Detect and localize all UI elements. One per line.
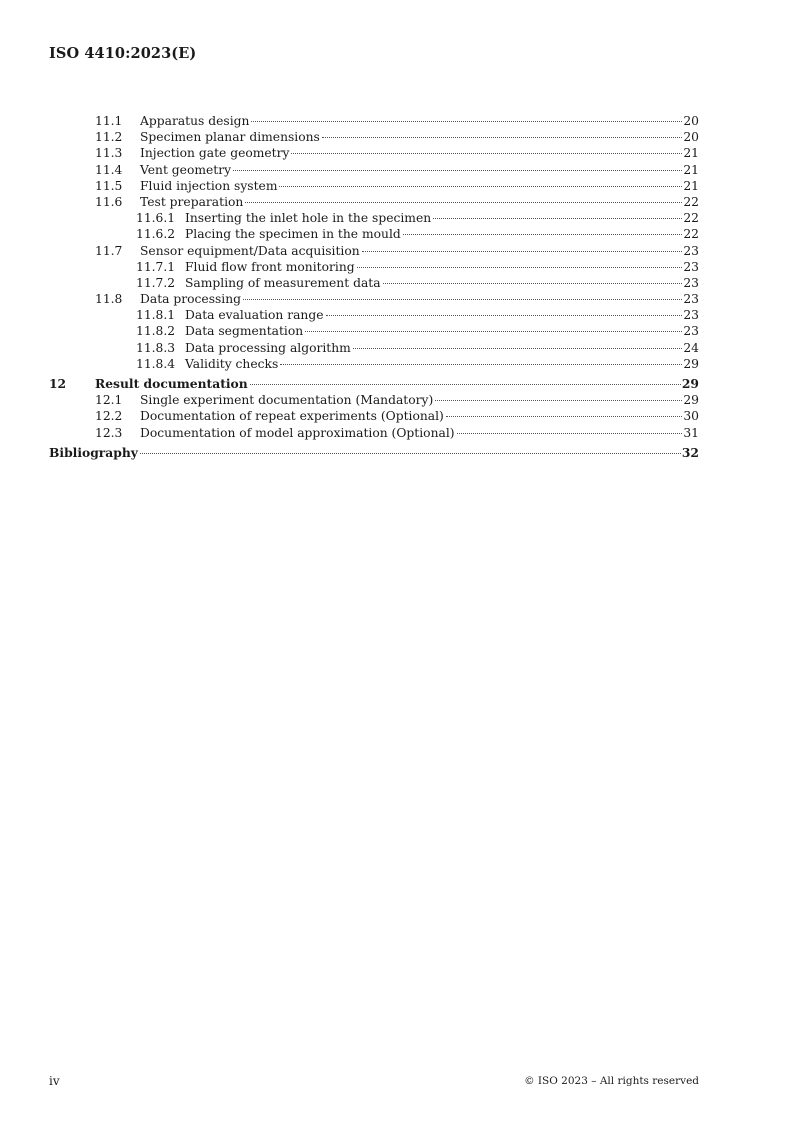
toc-entry[interactable]	[49, 307, 699, 323]
toc-entry-title: Data processing algorithm	[185, 340, 351, 355]
toc-entry-page: 21	[683, 162, 699, 177]
dot-leader	[357, 267, 683, 268]
toc-entry-title: Fluid injection system	[140, 178, 278, 193]
toc-entry-number: 11.8	[95, 292, 123, 307]
toc-entry-page: 23	[683, 292, 699, 307]
toc-entry-title: Documentation of model approximation (Optional)	[140, 425, 455, 440]
toc-entry-page: 23	[683, 308, 699, 323]
dot-leader	[322, 137, 682, 138]
toc-entry-number: 12.3	[95, 425, 123, 440]
dot-leader	[403, 234, 683, 235]
toc-entry[interactable]	[49, 226, 699, 242]
toc-entry[interactable]	[49, 113, 699, 129]
toc-entry-number: 11.3	[95, 146, 123, 161]
dot-leader	[435, 400, 682, 401]
copyright-notice: © ISO 2023 – All rights reserved	[524, 1075, 699, 1087]
toc-entry[interactable]	[49, 243, 699, 259]
dot-leader	[243, 299, 682, 300]
toc-entry-number: 12.1	[95, 393, 123, 408]
toc-entry[interactable]	[49, 194, 699, 210]
toc-entry[interactable]	[49, 275, 699, 291]
toc-entry[interactable]	[49, 178, 699, 194]
toc-entry-title: Inserting the inlet hole in the specimen	[185, 211, 432, 226]
toc-entry[interactable]	[49, 259, 699, 275]
document-header: ISO 4410:2023(E)	[49, 45, 197, 62]
toc-entry-number: 11.2	[95, 130, 123, 145]
dot-leader	[353, 348, 683, 349]
toc-entry-number: 11.1	[95, 114, 123, 128]
toc-entry-page: 23	[683, 275, 699, 290]
dot-leader	[280, 364, 682, 365]
dot-leader	[433, 218, 682, 219]
dot-leader	[457, 433, 683, 434]
toc-entry-title: Test preparation	[140, 194, 244, 209]
toc-entry-title: Injection gate geometry	[140, 146, 290, 161]
dot-leader	[140, 453, 681, 454]
toc-entry-number: 11.7.1	[136, 259, 176, 274]
toc-entry[interactable]	[49, 291, 699, 307]
dot-leader	[251, 121, 682, 122]
toc-entry-page: 22	[683, 194, 699, 209]
toc-entry-page: 31	[683, 425, 699, 440]
toc-entry-page: 30	[683, 409, 699, 424]
toc-entry-page: 20	[683, 114, 699, 128]
toc-entry-title: Data segmentation	[185, 324, 304, 339]
toc-entry-number: 11.7.2	[136, 275, 176, 290]
toc-entry-number: 11.6	[95, 194, 123, 209]
toc-entry-title: Validity checks	[185, 356, 279, 371]
dot-leader	[233, 170, 682, 171]
toc-entry-title: Fluid flow front monitoring	[185, 259, 355, 274]
toc-entry[interactable]	[49, 129, 699, 145]
toc-entry[interactable]	[49, 425, 699, 441]
dot-leader	[291, 153, 682, 154]
toc-entry-number: 11.8.3	[136, 340, 176, 355]
toc-entry[interactable]	[49, 145, 699, 161]
toc-entry-number: 11.6.1	[136, 211, 176, 226]
toc-entry-page: 22	[683, 211, 699, 226]
toc-entry-title: Bibliography	[49, 444, 138, 460]
toc-entry-number: 11.7	[95, 243, 123, 258]
toc-entry-page: 23	[683, 259, 699, 274]
toc-entry-page: 23	[683, 324, 699, 339]
toc-entry[interactable]	[49, 376, 699, 392]
toc-entry-page: 23	[683, 243, 699, 258]
toc-entry[interactable]	[49, 162, 699, 178]
dot-leader	[245, 202, 682, 203]
toc-entry[interactable]	[49, 445, 699, 461]
dot-leader	[446, 416, 682, 417]
toc-entry[interactable]	[49, 356, 699, 372]
toc-entry-title: Result documentation	[95, 376, 248, 391]
toc-entry-title: Documentation of repeat experiments (Optional)	[140, 409, 444, 424]
toc-entry-number: 11.4	[95, 162, 123, 177]
toc-entry-number: 11.5	[95, 178, 123, 193]
dot-leader	[250, 384, 681, 385]
toc-entry-title: Apparatus design	[140, 114, 250, 128]
toc-entry-number: 11.8.4	[136, 356, 176, 371]
toc-entry-title: Sensor equipment/Data acquisition	[140, 243, 360, 258]
toc-entry-page: 21	[683, 178, 699, 193]
toc-entry-title: Sampling of measurement data	[185, 275, 381, 290]
toc-entry-title: Specimen planar dimensions	[140, 130, 320, 145]
toc-entry-number: 12.2	[95, 409, 123, 424]
toc-entry[interactable]	[49, 392, 699, 408]
toc-entry[interactable]	[49, 210, 699, 226]
toc-entry-number: 11.6.2	[136, 227, 176, 242]
toc-entry-title: Vent geometry	[140, 162, 232, 177]
toc-entry[interactable]	[49, 408, 699, 424]
toc-entry-page: 22	[683, 227, 699, 242]
toc-entry-title: Data processing	[140, 292, 242, 307]
toc-entry-page: 21	[683, 146, 699, 161]
dot-leader	[305, 331, 682, 332]
dot-leader	[362, 251, 683, 252]
toc-entry-number: 11.8.2	[136, 324, 176, 339]
page-number: iv	[49, 1074, 60, 1088]
toc-entry-title: Data evaluation range	[185, 308, 324, 323]
toc-entry-title: Placing the specimen in the mould	[185, 227, 401, 242]
toc-entry-number: 12	[49, 376, 67, 391]
toc-entry-title: Single experiment documentation (Mandatory)	[140, 393, 434, 408]
toc-entry[interactable]	[49, 323, 699, 339]
toc-entry-page: 24	[683, 340, 699, 355]
toc-entry-page: 20	[683, 130, 699, 145]
toc-entry-number: 11.8.1	[136, 308, 176, 323]
toc-entry-page: 32	[681, 444, 699, 460]
toc-entry-page: 29	[681, 376, 699, 391]
dot-leader	[326, 315, 683, 316]
table-of-contents	[49, 113, 699, 461]
dot-leader	[279, 186, 682, 187]
toc-entry[interactable]	[49, 340, 699, 356]
dot-leader	[383, 283, 683, 284]
toc-entry-page: 29	[683, 356, 699, 371]
toc-entry-page: 29	[683, 393, 699, 408]
